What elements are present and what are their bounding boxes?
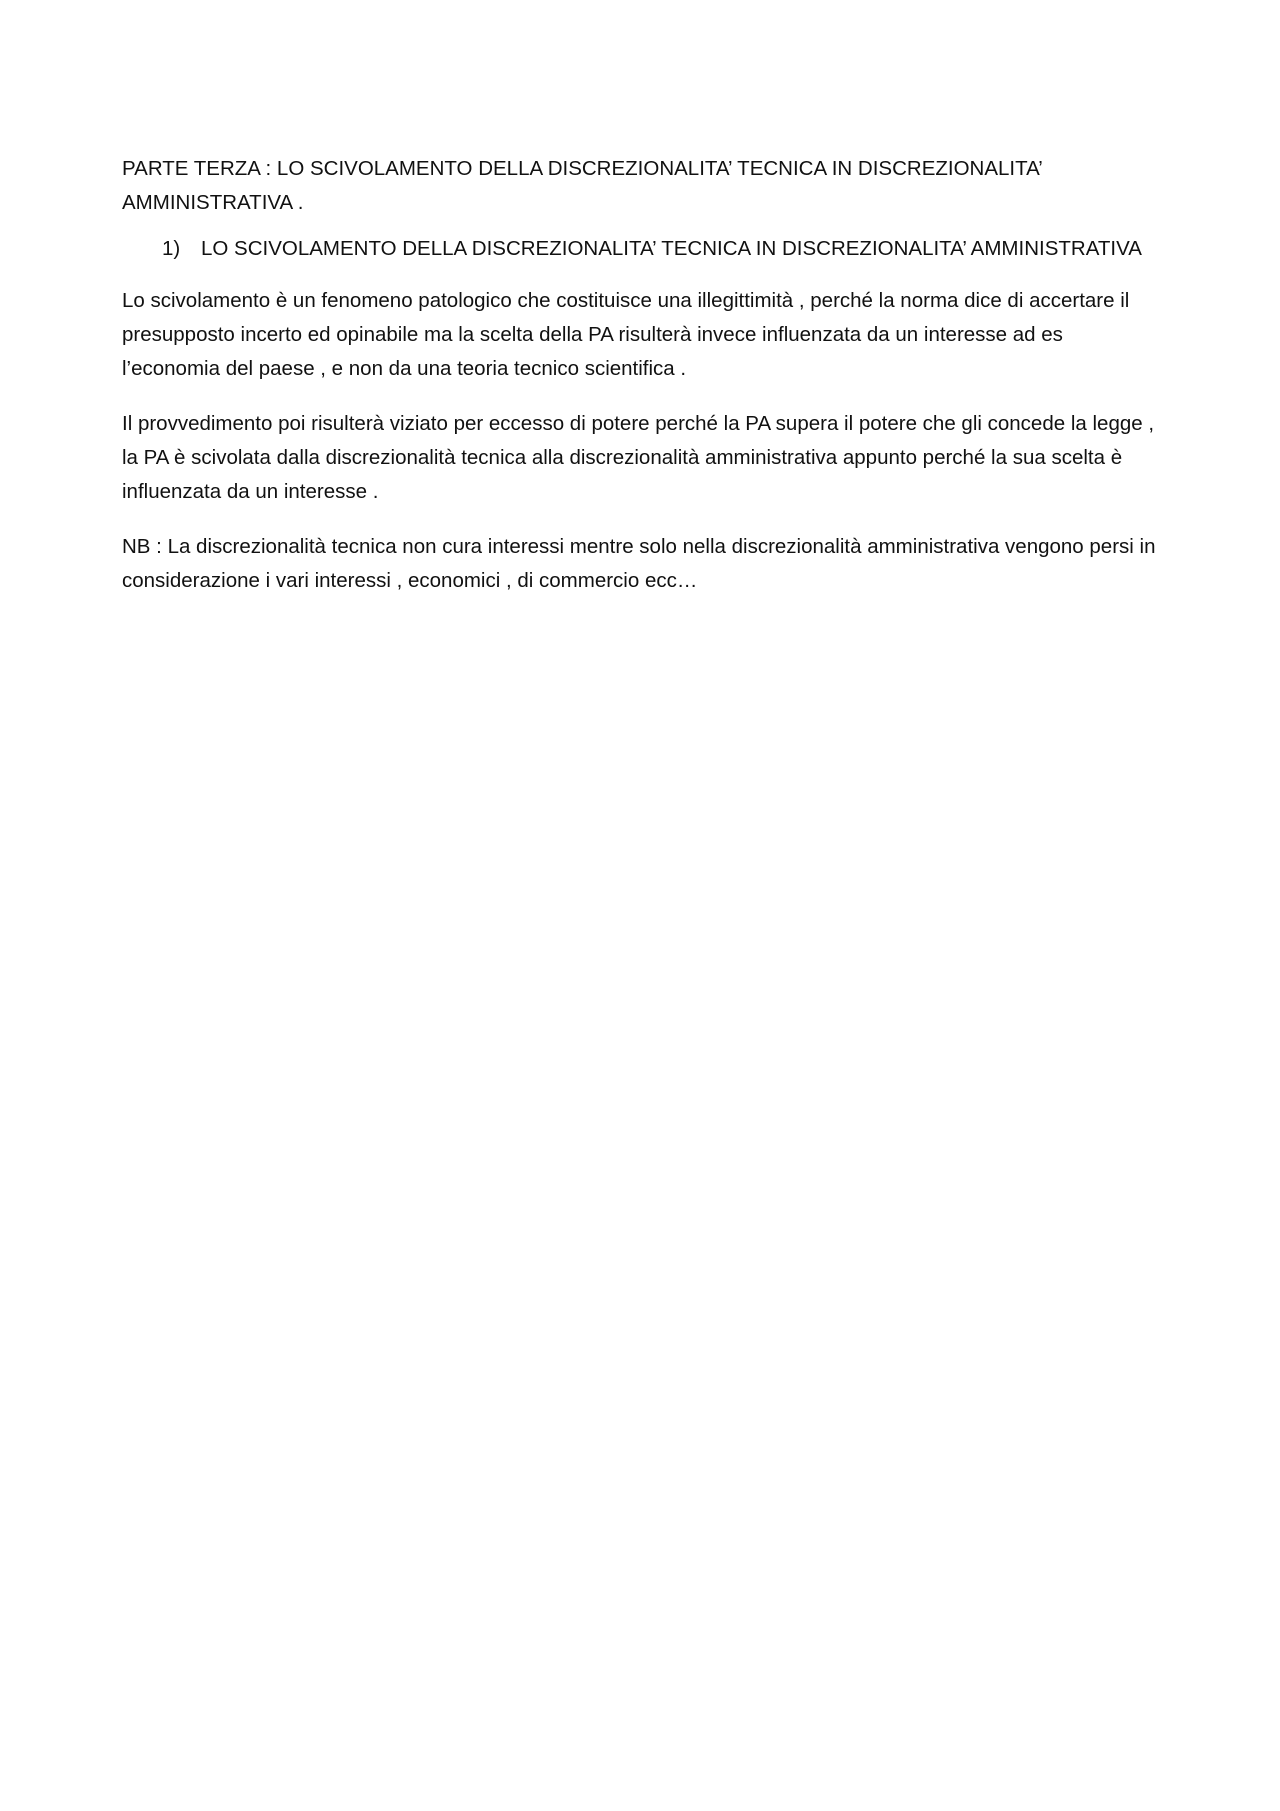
list-item-text: LO SCIVOLAMENTO DELLA DISCREZIONALITA’ TECNICA IN DISCREZIONALITA’ AMMINISTRATIVA	[201, 237, 1142, 260]
list-item-number: 1)	[162, 237, 181, 260]
numbered-list-item	[122, 232, 1162, 266]
section-heading: PARTE TERZA : LO SCIVOLAMENTO DELLA DISCREZIONALITA’ TECNICA IN DISCREZIONALITA’ AMMINISTRATIVA .	[122, 157, 1043, 214]
paragraph-scivolamento: Lo scivolamento è un fenomeno patologico che costituisce una illegittimità , perché la norma dice di accertare il presupposto incerto ed opinabile ma la scelta della PA risulterà invece influenzata da un interesse ad es l’economia del paese , e non da una teoria tecnico scientifica .	[122, 289, 1130, 380]
paragraph-nota-bene: NB : La discrezionalità tecnica non cura interessi mentre solo nella discrezionalità amministrativa vengono persi in considerazione i vari interessi , economici , di commercio ecc…	[122, 535, 1156, 592]
document-body	[122, 152, 1162, 619]
paragraph-provvedimento: Il provvedimento poi risulterà viziato per eccesso di potere perché la PA supera il potere che gli concede la legge , la PA è scivolata dalla discrezionalità tecnica alla discrezionalità amministrativa appunto perché la sua scelta è influenzata da un interesse .	[122, 412, 1155, 503]
